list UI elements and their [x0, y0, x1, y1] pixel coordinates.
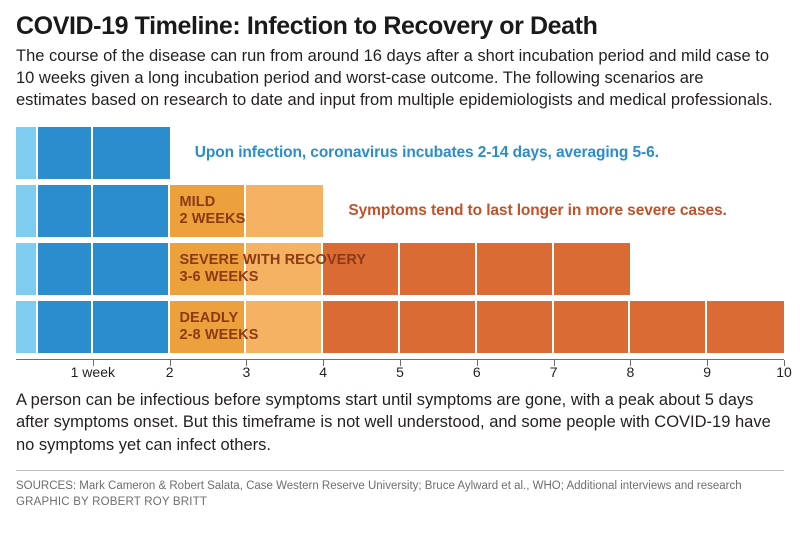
bar-segment-incubation-week2	[93, 243, 170, 295]
bar-segment-incubation-week2	[93, 185, 170, 237]
annotation-mild: Symptoms tend to last longer in more severe cases.	[348, 202, 727, 220]
bar-segment-incubation-min	[16, 243, 38, 295]
x-tick-label: 3	[242, 364, 251, 381]
intro-paragraph: The course of the disease can run from around 16 days after a short incubation period and mild case to 10 weeks given a long incubation period and worst-case outcome. The following scenarios are estimates based on research to date and input from multiple epidemiologists and medical professionals.	[16, 47, 773, 109]
bar-segment-deadly-week6	[707, 301, 784, 353]
divider	[16, 470, 784, 471]
outro-paragraph: A person can be infectious before symptoms start until symptoms are gone, with a peak about 5 days after symptoms onset. But this timeframe is not well understood, and some people with COVID-19 have no symptoms yet can infect others.	[16, 391, 771, 454]
bar-label-deadly: DEADLY 2-8 WEEKS	[179, 310, 259, 344]
bar-segment-deadly-week3	[477, 301, 554, 353]
bar-segment-symptoms-week1	[170, 243, 247, 295]
bar-segment-incubation-min	[16, 185, 38, 237]
bar-segment-symptoms-week2	[246, 185, 323, 237]
bar-segment-incubation-week1	[38, 301, 93, 353]
annotation-incubation: Upon infection, coronavirus incubates 2-14 days, averaging 5-6.	[194, 144, 659, 162]
timeline-chart	[16, 127, 792, 381]
bar-segment-incubation-min	[16, 127, 38, 179]
bar-segment-incubation-week1	[38, 127, 93, 179]
bar-segment-incubation-week2	[93, 301, 170, 353]
bar-segment-symptoms-week2	[246, 243, 323, 295]
x-tick-label: 4	[319, 364, 328, 381]
sources-line: SOURCES: Mark Cameron & Robert Salata, Case Western Reserve University; Bruce Aylward et al., WHO; Additional interviews and research	[16, 479, 742, 492]
chart-rows	[16, 127, 784, 353]
bar-segment-incubation-week2	[93, 127, 170, 179]
x-tick-label: 5	[396, 364, 404, 381]
credit-line: GRAPHIC BY ROBERT ROY BRITT	[16, 496, 208, 509]
bar-segment-severe-week3	[477, 243, 554, 295]
x-axis	[16, 359, 792, 382]
x-tick-label: 1 week	[70, 364, 115, 381]
bar-segment-symptoms-week1	[170, 301, 247, 353]
chart-row-mild	[16, 185, 784, 237]
bar-segment-severe-week2	[400, 243, 477, 295]
x-tick-label: 8	[626, 364, 635, 381]
chart-row-deadly	[16, 301, 784, 353]
x-tick-label: 10	[776, 364, 792, 381]
bar-segment-deadly-week1	[323, 301, 400, 353]
chart-row-severe-with-recovery	[16, 243, 784, 295]
x-tick-label: 7	[549, 364, 558, 381]
bar-label-severe-with-recovery: SEVERE WITH RECOVERY 3-6 WEEKS	[179, 252, 367, 286]
bar-segment-deadly-week5	[630, 301, 707, 353]
bar-segment-severe-week4	[554, 243, 631, 295]
bar-segment-incubation-min	[16, 301, 38, 353]
bar-segment-incubation-week1	[38, 243, 93, 295]
bar-label-mild: MILD 2 WEEKS	[179, 194, 246, 228]
bar-segment-deadly-week4	[554, 301, 631, 353]
x-tick-label: 9	[703, 364, 712, 381]
bar-segment-deadly-week2	[400, 301, 477, 353]
chart-row-incubation	[16, 127, 784, 179]
x-tick-label: 2	[165, 364, 174, 381]
bar-segment-symptoms-week1	[170, 185, 247, 237]
bar-segment-incubation-week1	[38, 185, 93, 237]
x-tick-label: 6	[472, 364, 481, 381]
page-title: COVID-19 Timeline: Infection to Recovery or Death	[16, 12, 598, 40]
bar-segment-symptoms-week2	[246, 301, 323, 353]
bar-segment-severe-week1	[323, 243, 400, 295]
